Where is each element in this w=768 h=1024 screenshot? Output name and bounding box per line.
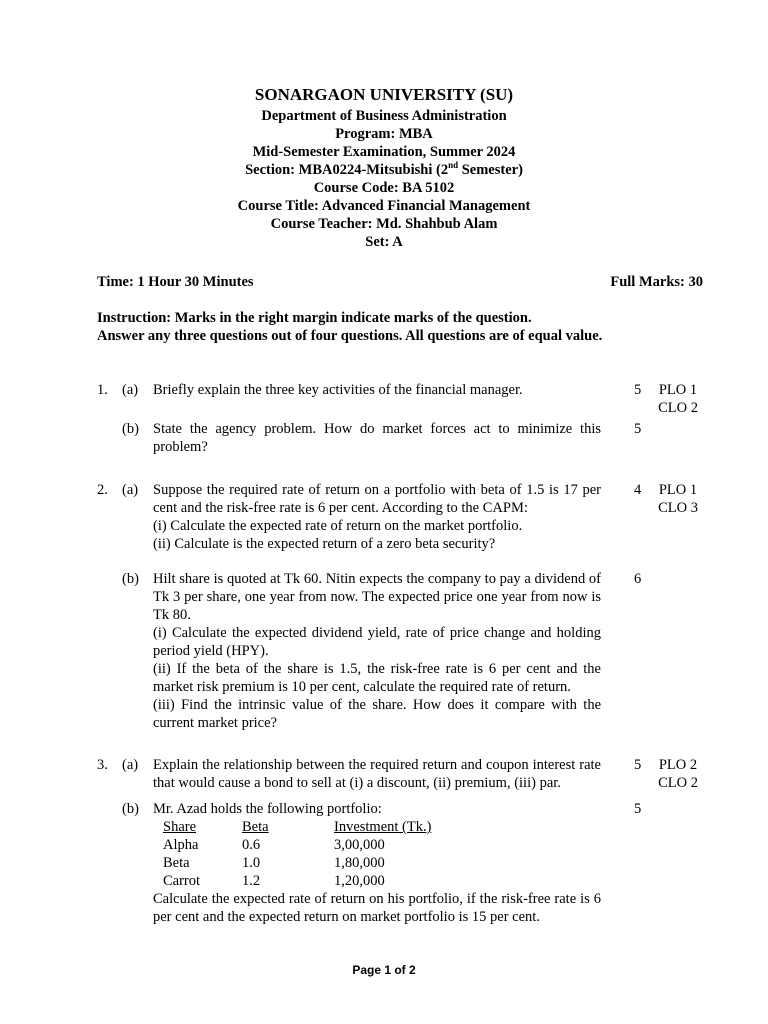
outcome-tags [652,481,704,517]
course-title: Course Title: Advanced Financial Management [237,198,531,214]
table-header-row [163,818,431,836]
plo-tag: PLO 1 [658,382,698,398]
table-cell: 3,00,000 [334,837,385,853]
table-cell: 1,80,000 [334,855,385,871]
table-row [163,872,431,890]
question-text: Suppose the required rate of return on a portfolio with beta of 1.5 is 17 per cent and the risk-free rate is 6 per cent. According to the CAPM: (i) Calculate the expected rate of return on the market portfolio. (ii) Calculate is the expected return of a zero beta security? [153,482,601,552]
page-number: Page 1 of 2 [352,963,416,977]
outcome-tags [652,756,704,792]
question-text [153,800,601,926]
university-name: SONARGAON UNIVERSITY (SU) [254,85,514,104]
exam-time: Time: 1 Hour 30 Minutes [97,274,254,290]
column-header: Investment (Tk.) [334,819,432,835]
clo-tag: CLO 2 [658,775,698,791]
table-row [163,836,431,854]
table-cell: 1.0 [242,855,261,871]
full-marks: Full Marks: 30 [610,274,703,290]
portfolio-intro: Mr. Azad holds the following portfolio: [153,801,382,817]
clo-tag: CLO 3 [658,500,698,516]
part-label: (a) [122,757,139,773]
section: Section: MBA0224-Mitsubishi (2nd Semester) [245,160,523,178]
marks: 5 [634,757,642,773]
plo-tag: PLO 1 [658,482,698,498]
plo-tag: PLO 2 [658,757,698,773]
question-text: State the agency problem. How do market forces act to minimize this problem? [153,421,601,455]
exam-header [0,85,768,251]
department: Department of Business Administration [261,108,507,124]
column-header: Share [163,819,197,835]
program: Program: MBA [335,126,433,142]
table-cell: 1,20,000 [334,873,385,889]
course-teacher: Course Teacher: Md. Shahbub Alam [270,216,498,232]
table-cell: Alpha [163,837,199,853]
table-cell: Beta [163,855,190,871]
outcome-tags [652,381,704,417]
course-code: Course Code: BA 5102 [313,180,455,196]
column-header: Beta [242,819,269,835]
part-label: (b) [122,421,139,437]
question-text: Explain the relationship between the required return and coupon interest rate that would cause a bond to sell at (i) a discount, (ii) premium, (iii) par. [153,757,601,791]
question-set: Set: A [365,234,403,250]
table-cell: Carrot [163,873,201,889]
part-label: (a) [122,482,139,498]
exam-title: Mid-Semester Examination, Summer 2024 [252,144,516,160]
marks: 5 [634,421,642,437]
marks: 4 [634,482,642,498]
table-cell: 1.2 [242,873,261,889]
instruction-line: Answer any three questions out of four questions. All questions are of equal value. [97,328,603,344]
marks: 5 [634,382,642,398]
portfolio-question: Calculate the expected rate of return on his portfolio, if the risk-free rate is 6 per cent and the expected return on market portfolio is 15 per cent. [153,891,601,925]
table-cell: 0.6 [242,837,261,853]
question-number: 2. [97,482,108,498]
marks: 6 [634,571,642,587]
question-text: Briefly explain the three key activities of the financial manager. [153,382,523,398]
part-label: (a) [122,382,139,398]
table-row [163,854,431,872]
marks: 5 [634,801,642,817]
instruction-line: Instruction: Marks in the right margin indicate marks of the question. [97,310,532,326]
instructions [97,309,717,345]
question-number: 1. [97,382,108,398]
part-label: (b) [122,801,139,817]
question-text: Hilt share is quoted at Tk 60. Nitin expects the company to pay a dividend of Tk 3 per share, one year from now. The expected price one year from now is Tk 80. (i) Calculate the expected dividend yield, rate of price change and holding period yield (HPY). (ii) If the beta of the share is 1.5, the risk-free rate is 6 per cent and the market risk premium is 10 per cent, calculate the required rate of return. (iii) Find the intrinsic value of the share. How does it compare with the current market price? [153,571,601,731]
part-label: (b) [122,571,139,587]
portfolio-table [163,818,431,890]
question-number: 3. [97,757,108,773]
clo-tag: CLO 2 [658,400,698,416]
